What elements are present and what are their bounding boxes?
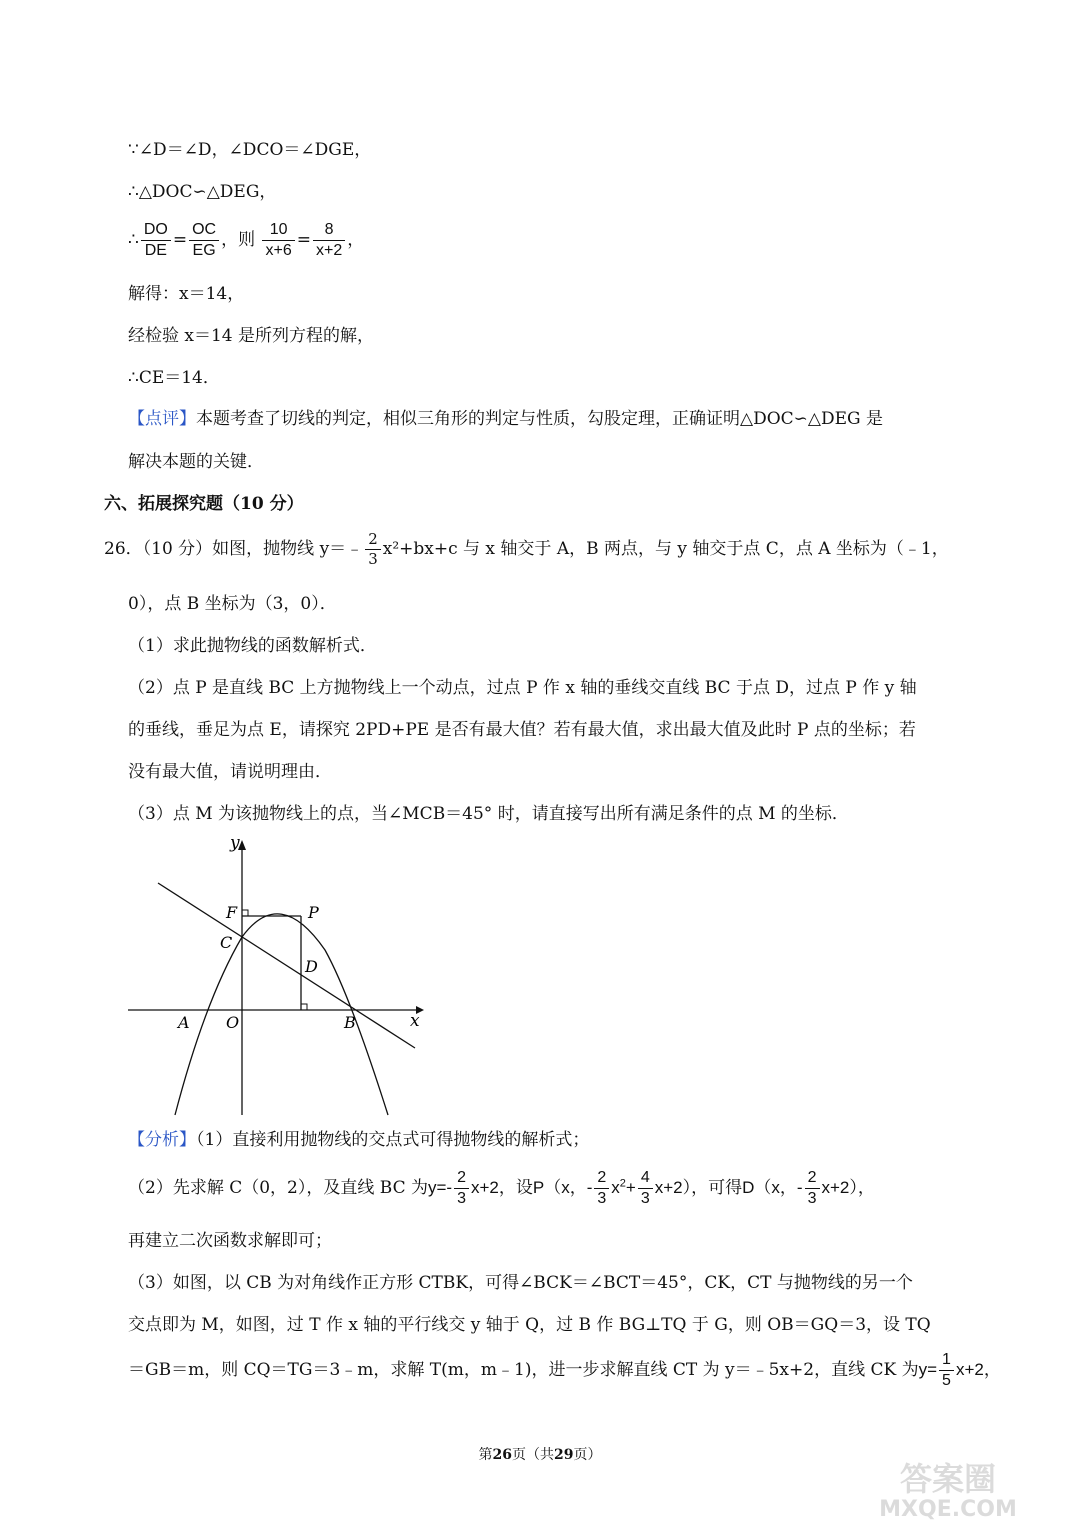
analysis-2-text-a: （2）先求解 C（0，2），及直线 BC 为: [128, 1178, 428, 1198]
frac-den: 3: [640, 1190, 650, 1207]
frac-num: 2: [594, 1170, 609, 1189]
analysis-line-5: 交点即为 M，如图，过 T 作 x 轴的平行线交 y 轴于 Q，过 B 作 BG⊥TQ 于 G，则 OB＝GQ＝3，设 TQ: [128, 1315, 931, 1335]
analysis-6-text-b: x+2，: [955, 1360, 1001, 1379]
footer-page-number: 26: [492, 1447, 512, 1463]
fraction-do-de: [141, 222, 171, 259]
frac-num: 2: [454, 1170, 469, 1189]
label-o: O: [226, 1013, 240, 1032]
frac-num: 1: [939, 1352, 954, 1371]
square-exponent: 2: [619, 1177, 626, 1190]
plus-sign: +: [625, 1178, 636, 1197]
label-a: A: [178, 1013, 190, 1032]
footer-post: 页）: [573, 1447, 602, 1463]
line-ce-result: ∴CE＝14．: [128, 368, 220, 388]
analysis-line-4: （3）如图，以 CB 为对角线作正方形 CTBK，可得∠BCK＝∠BCT＝45°，CK，CT 与抛物线的另一个: [128, 1273, 913, 1293]
label-c: C: [220, 933, 233, 952]
analysis-line-2: [128, 1170, 875, 1207]
line-verification: 经检验 x＝14 是所列方程的解，: [128, 326, 375, 346]
analysis-6-text-a: ＝GB＝m，则 CQ＝TG＝3﹣m，求解 T(m，m﹣1)，进一步求解直线 CT 为 y＝﹣5x+2，直线 CK 为: [128, 1360, 919, 1380]
fraction-10-x6: [262, 222, 294, 259]
label-d: D: [305, 957, 318, 976]
fraction-2-3: [365, 532, 381, 567]
right-angle-f: [242, 910, 248, 916]
section-heading: 六、拓展探究题（10 分）: [104, 494, 304, 514]
footer-pre: 第: [478, 1447, 493, 1463]
frac-den: x+6: [265, 242, 292, 259]
footer-total-pages: 29: [554, 1447, 574, 1463]
fraction-1-5: [939, 1352, 954, 1389]
then-text: ，则: [221, 230, 256, 250]
right-angle-foot: [301, 1004, 307, 1010]
frac-den: 3: [368, 550, 378, 568]
frac-num: 2: [805, 1170, 820, 1189]
frac-den: 5: [942, 1372, 951, 1389]
question-part-2-a: （2）点 P 是直线 BC 上方抛物线上一个动点，过点 P 作 x 轴的垂线交直线 BC 于点 D，过点 P 作 y 轴: [128, 678, 917, 698]
x-var: x: [611, 1178, 620, 1197]
question-part-3: （3）点 M 为该抛物线上的点，当∠MCB＝45° 时，请直接写出所有满足条件的点 M 的坐标．: [128, 804, 849, 824]
line-given-angles: ∵∠D＝∠D，∠DCO＝∠DGE，: [128, 140, 372, 160]
label-b: B: [344, 1013, 356, 1032]
line-ratio-equation: ∴ $\frac{DO}{DE}$ = $\frac{OC}{EG}$ ，则 $\frac{10}{x+6}$ = $\frac{8}{x+2}$ ，: [128, 221, 365, 259]
therefore-symbol: ∴: [128, 230, 139, 250]
analysis-line-3: 再建立二次函数求解即可；: [128, 1231, 332, 1251]
bc-line-prefix: y=-: [427, 1178, 453, 1197]
parabola-figure: [120, 830, 440, 1120]
watermark-text-2: MXQE.COM: [879, 1497, 1017, 1520]
question-part-1: （1）求此抛物线的函数解析式．: [128, 636, 377, 656]
footer-mid: 页（共: [512, 1447, 554, 1463]
question-26-line-1: [104, 532, 949, 567]
analysis-2-text-c: x+2），可得: [654, 1178, 743, 1197]
frac-num: DO: [141, 222, 171, 241]
line-similar-triangles: ∴△DOC∽△DEG，: [128, 182, 277, 202]
watermark-logo: [838, 1456, 1058, 1520]
frac-num: 8: [313, 222, 345, 241]
review-paragraph-cont: 解决本题的关键．: [128, 452, 264, 472]
frac-den: 3: [807, 1190, 817, 1207]
fraction-2-3-b: [594, 1170, 609, 1207]
fraction-8-x2: [313, 222, 345, 259]
analysis-text-1: （1）直接利用抛物线的交点式可得抛物线的解析式；: [196, 1130, 590, 1150]
watermark-text-1: 答案圈: [899, 1460, 997, 1498]
fraction-2-3-c: [805, 1170, 820, 1207]
line-solution: 解得：x＝14，: [128, 284, 245, 304]
analysis-line-6: [128, 1352, 1001, 1389]
point-p-prefix: P（x，-: [532, 1178, 593, 1197]
question-26-line-2: 0），点 B 坐标为（3，0）．: [128, 594, 337, 614]
analysis-tag: 【分析】: [128, 1130, 196, 1150]
frac-den: x+2: [315, 242, 343, 259]
review-paragraph: [128, 411, 883, 428]
frac-num: 2: [365, 532, 381, 550]
frac-den: 3: [597, 1190, 607, 1207]
label-y: y: [230, 833, 240, 853]
frac-den: EG: [192, 242, 216, 259]
frac-num: 10: [262, 222, 294, 241]
analysis-2-text-d: x+2），: [821, 1178, 875, 1197]
comma: ，: [347, 230, 365, 250]
analysis-2-text-b: x+2，设: [470, 1178, 533, 1197]
question-text-b: x²+bx+c 与 x 轴交于 A，B 两点，与 y 轴交于点 C，点 A 坐标为（﹣1，: [382, 539, 949, 559]
frac-den: 3: [457, 1190, 466, 1207]
parabola-curve: [175, 914, 388, 1115]
ck-line-prefix: y=: [918, 1360, 938, 1379]
line-bc: [158, 883, 415, 1048]
analysis-line-1: [128, 1132, 589, 1149]
frac-den: DE: [144, 242, 167, 259]
frac-num: 4: [638, 1170, 653, 1189]
frac-num: OC: [189, 222, 219, 241]
fraction-2-3-a: [454, 1170, 469, 1207]
review-tag: 【点评】: [128, 409, 196, 429]
question-part-2-c: 没有最大值，请说明理由．: [128, 762, 332, 782]
review-text-1: 本题考查了切线的判定，相似三角形的判定与性质，勾股定理，正确证明△DOC∽△DEG 是: [196, 409, 883, 429]
point-d-prefix: D（x，-: [742, 1178, 803, 1197]
question-text-a: 26．（10 分）如图，抛物线 y＝﹣: [104, 539, 364, 559]
label-p: P: [308, 903, 319, 922]
question-part-2-b: 的垂线，垂足为点 E，请探究 2PD+PE 是否有最大值？若有最大值，求出最大值及此时 P 点的坐标；若: [128, 720, 916, 740]
fraction-oc-eg: [189, 222, 219, 259]
label-f: F: [226, 903, 238, 922]
fraction-4-3: [638, 1170, 653, 1207]
label-x: x: [410, 1011, 420, 1031]
